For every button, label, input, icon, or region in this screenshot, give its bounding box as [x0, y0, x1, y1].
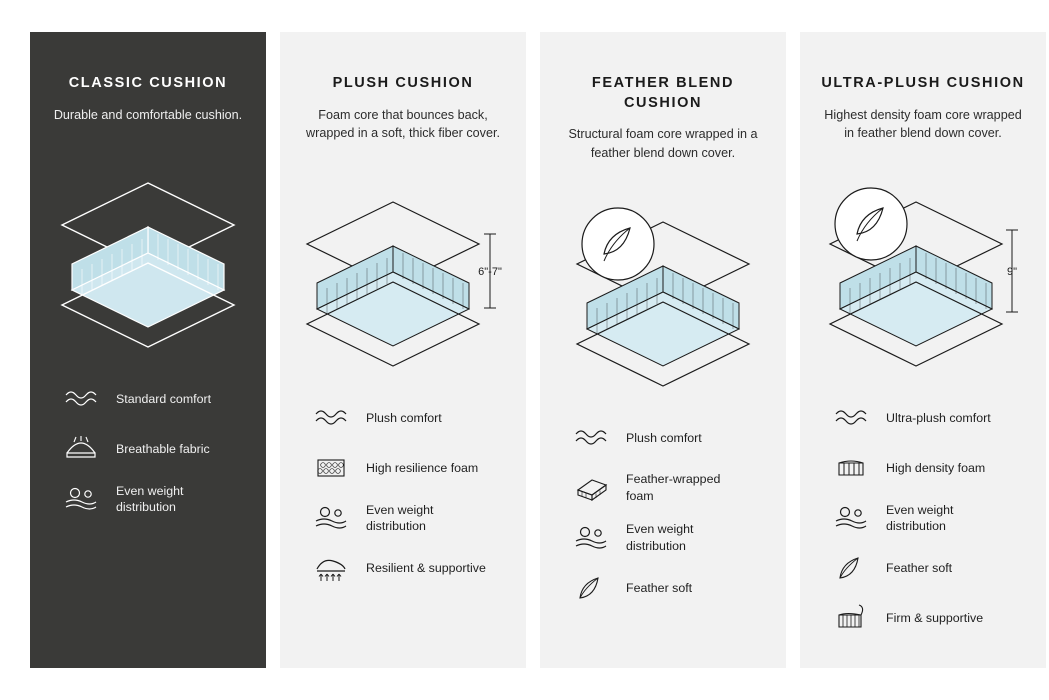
even-weight-distribution-icon: [570, 521, 612, 555]
feature-label: Ultra-plush comfort: [886, 410, 991, 425]
exploded-cushion-diagram: [48, 138, 248, 368]
list-item: [570, 571, 764, 605]
card-description: Foam core that bounces back, wrapped in a soft, thick fiber cover.: [306, 107, 500, 141]
list-item: [570, 521, 764, 555]
wave-comfort-icon: [310, 401, 352, 435]
list-item: [310, 451, 504, 485]
card-description: Structural foam core wrapped in a feather blend down cover.: [568, 127, 758, 161]
list-item: [310, 551, 504, 585]
firm-supportive-icon: [830, 601, 872, 635]
high-density-foam-icon: [830, 451, 872, 485]
page-title: FEATHER BLEND CUSHION: [591, 75, 735, 111]
cushion-card-classic[interactable]: [30, 32, 266, 668]
feature-label: Feather-wrapped foam: [626, 472, 721, 503]
feature-list: [48, 382, 248, 516]
resilient-supportive-icon: [310, 551, 352, 585]
card-description: Durable and comfortable cushion.: [53, 107, 243, 122]
feature-list: [298, 401, 508, 585]
wave-comfort-icon: [570, 421, 612, 455]
list-item: [830, 601, 1024, 635]
page-title: CLASSIC CUSHION: [68, 75, 228, 91]
list-item: [310, 401, 504, 435]
feature-label: Plush comfort: [626, 430, 702, 445]
dimension-label: 6"-7": [478, 266, 502, 279]
list-item: [60, 382, 244, 416]
card-description: Highest density foam core wrapped in feather blend down cover.: [824, 107, 1022, 141]
leaf-badge-icon: [835, 188, 907, 260]
list-item: [60, 482, 244, 516]
feature-label: Resilient & supportive: [366, 560, 486, 575]
feature-label: Feather soft: [626, 580, 693, 595]
cushion-card-ultra-plush[interactable]: [800, 32, 1046, 668]
leaf-badge-icon: [582, 208, 654, 280]
list-item: [310, 501, 504, 535]
list-item: [830, 551, 1024, 585]
feature-list: [818, 401, 1028, 635]
exploded-cushion-diagram: [298, 157, 508, 387]
list-item: [830, 401, 1024, 435]
list-item: [570, 471, 764, 505]
feature-label: Even weight distribution: [886, 502, 954, 534]
breathable-fabric-icon: [60, 432, 102, 466]
list-item: [60, 432, 244, 466]
cushion-card-feather-blend[interactable]: [540, 32, 786, 668]
wave-comfort-icon: [830, 401, 872, 435]
list-item: [570, 421, 764, 455]
feather-soft-icon: [830, 551, 872, 585]
feather-wrapped-foam-icon: [570, 471, 612, 505]
feature-list: [558, 421, 768, 605]
cushion-card-plush[interactable]: [280, 32, 526, 668]
feather-soft-icon: [570, 571, 612, 605]
feature-label: Even weight distribution: [116, 483, 184, 515]
feature-label: High density foam: [886, 460, 986, 475]
feature-label: Even weight distribution: [366, 502, 434, 534]
feature-label: Standard comfort: [116, 392, 212, 407]
exploded-cushion-diagram: [558, 177, 768, 407]
list-item: [830, 501, 1024, 535]
feature-label: Plush comfort: [366, 410, 442, 425]
exploded-cushion-diagram: [818, 157, 1028, 387]
even-weight-distribution-icon: [310, 501, 352, 535]
page-title: PLUSH CUSHION: [332, 75, 474, 91]
dimension-label: 9": [1006, 266, 1018, 279]
even-weight-distribution-icon: [830, 501, 872, 535]
feature-label: Feather soft: [886, 560, 953, 575]
wave-comfort-icon: [60, 382, 102, 416]
high-resilience-foam-icon: [310, 451, 352, 485]
feature-label: High resilience foam: [366, 460, 479, 475]
page-title: ULTRA-PLUSH CUSHION: [821, 75, 1025, 91]
feature-label: Firm & supportive: [886, 610, 984, 625]
feature-label: Even weight distribution: [626, 522, 694, 553]
list-item: [830, 451, 1024, 485]
even-weight-distribution-icon: [60, 482, 102, 516]
feature-label: Breathable fabric: [116, 442, 210, 457]
